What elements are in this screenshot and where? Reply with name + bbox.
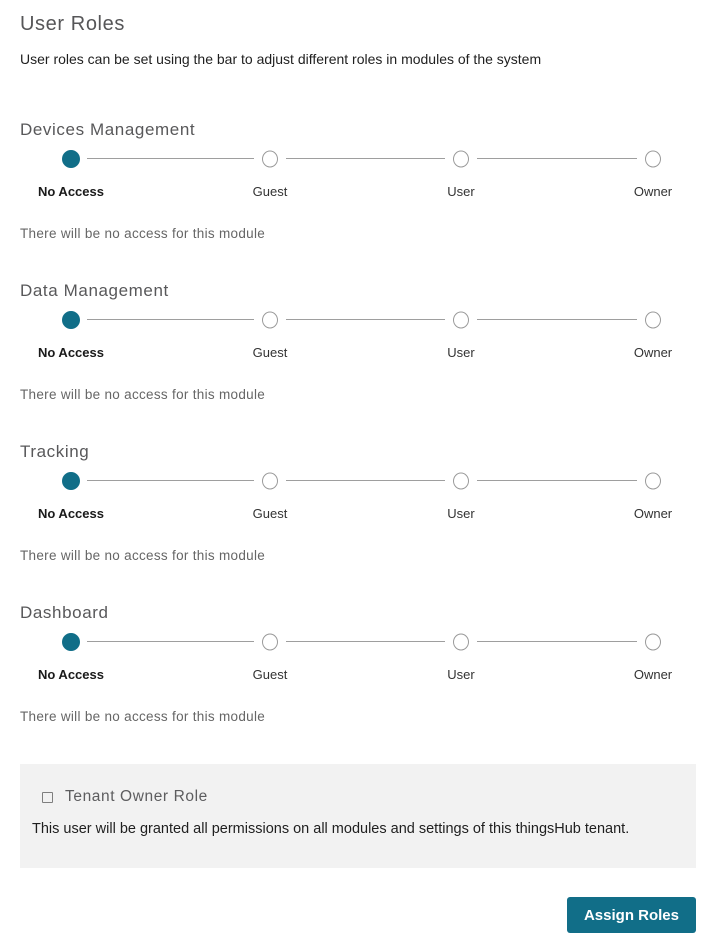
role-label-user: User <box>447 667 475 682</box>
role-stop-guest[interactable] <box>262 473 278 490</box>
role-stop-owner[interactable] <box>645 634 661 651</box>
page-subtitle: User roles can be set using the bar to adjust different roles in modules of the system <box>20 51 542 67</box>
role-stop-user[interactable] <box>453 312 469 329</box>
tenant-owner-label: Tenant Owner Role <box>65 788 208 805</box>
slider-track-segment <box>286 641 445 642</box>
slider-track-segment <box>477 641 637 642</box>
page-title: User Roles <box>20 13 125 35</box>
assign-roles-button[interactable]: Assign Roles <box>567 897 696 933</box>
slider-track-segment <box>477 158 637 159</box>
role-slider[interactable] <box>20 150 696 168</box>
role-stop-user[interactable] <box>453 473 469 490</box>
tenant-owner-description: This user will be granted all permissions on all modules and settings of this thingsHub tenant. <box>32 821 630 837</box>
tenant-owner-card <box>20 764 696 868</box>
role-label-user: User <box>447 506 475 521</box>
module-section <box>20 120 696 242</box>
role-label-guest: Guest <box>252 506 288 521</box>
role-stop-no-access[interactable] <box>62 311 80 329</box>
slider-track-segment <box>477 480 637 481</box>
actions-row <box>20 897 696 933</box>
role-stop-guest[interactable] <box>262 151 278 168</box>
role-label-guest: Guest <box>252 184 288 199</box>
role-label-user: User <box>447 345 475 360</box>
role-stop-owner[interactable] <box>645 312 661 329</box>
module-section <box>20 603 696 725</box>
role-stop-no-access[interactable] <box>62 633 80 651</box>
role-labels-row <box>20 667 696 683</box>
role-label-no-access: No Access <box>37 184 104 199</box>
role-slider[interactable] <box>20 472 696 490</box>
role-label-no-access: No Access <box>37 667 104 682</box>
slider-track-segment <box>286 480 445 481</box>
module-title: Devices Management <box>20 120 196 139</box>
module-title: Data Management <box>20 281 169 300</box>
slider-track-segment <box>87 641 254 642</box>
role-label-owner: Owner <box>633 184 673 199</box>
role-slider[interactable] <box>20 633 696 651</box>
role-label-owner: Owner <box>633 345 673 360</box>
role-label-user: User <box>447 184 475 199</box>
module-section <box>20 442 696 564</box>
role-stop-guest[interactable] <box>262 312 278 329</box>
role-stop-owner[interactable] <box>645 473 661 490</box>
role-label-owner: Owner <box>633 667 673 682</box>
role-labels-row <box>20 506 696 522</box>
module-helper-text: There will be no access for this module <box>20 709 266 724</box>
role-label-guest: Guest <box>252 667 288 682</box>
role-label-no-access: No Access <box>37 506 104 521</box>
role-labels-row <box>20 184 696 200</box>
module-title: Tracking <box>20 442 90 461</box>
module-helper-text: There will be no access for this module <box>20 548 266 563</box>
role-label-guest: Guest <box>252 345 288 360</box>
slider-track-segment <box>477 319 637 320</box>
slider-track-segment <box>87 158 254 159</box>
slider-track-segment <box>286 319 445 320</box>
role-slider[interactable] <box>20 311 696 329</box>
tenant-owner-checkbox[interactable] <box>42 792 53 803</box>
slider-track-segment <box>87 480 254 481</box>
role-label-no-access: No Access <box>37 345 104 360</box>
role-stop-owner[interactable] <box>645 151 661 168</box>
module-title: Dashboard <box>20 603 109 622</box>
slider-track-segment <box>286 158 445 159</box>
role-stop-no-access[interactable] <box>62 472 80 490</box>
tenant-owner-checkbox-row[interactable] <box>32 788 680 806</box>
role-stop-guest[interactable] <box>262 634 278 651</box>
slider-track-segment <box>87 319 254 320</box>
role-label-owner: Owner <box>633 506 673 521</box>
module-helper-text: There will be no access for this module <box>20 226 266 241</box>
module-helper-text: There will be no access for this module <box>20 387 266 402</box>
role-stop-user[interactable] <box>453 151 469 168</box>
module-section <box>20 281 696 403</box>
role-labels-row <box>20 345 696 361</box>
modules-list <box>20 120 696 725</box>
role-stop-no-access[interactable] <box>62 150 80 168</box>
role-stop-user[interactable] <box>453 634 469 651</box>
